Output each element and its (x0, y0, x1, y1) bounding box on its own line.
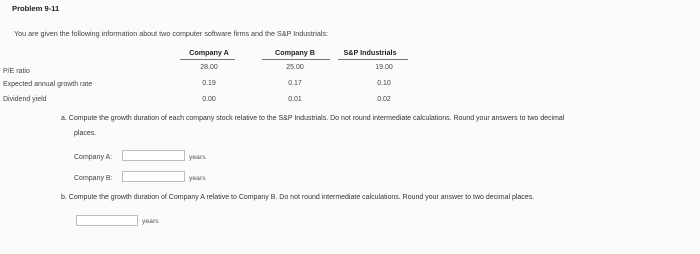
header-underline-b (262, 59, 330, 60)
cell-pe-sp: 19.00 (375, 64, 393, 71)
cell-growth-sp: 0.10 (377, 80, 391, 87)
company-a-label: Company A: (74, 154, 113, 161)
header-sp-industrials: S&P Industrials (343, 48, 397, 57)
header-company-a: Company A (189, 48, 229, 57)
company-b-answer-input[interactable] (122, 171, 185, 182)
cell-dividend-company-b: 0.01 (288, 96, 302, 103)
row-label-pe-ratio: P/E ratio (3, 68, 30, 75)
company-a-answer-input[interactable] (122, 150, 185, 161)
header-underline-sp (338, 59, 408, 60)
company-b-units: years (189, 175, 206, 182)
cell-pe-company-a: 28.00 (200, 64, 218, 71)
part-a-question: a. Compute the growth duration of each company stock relative to the S&P Industrials. Do not round intermediate calculations. Round your answers to two decimal (61, 115, 565, 122)
header-company-b: Company B (275, 48, 315, 57)
problem-intro: You are given the following information about two computer software firms and the S&P Industrials: (14, 29, 329, 38)
cell-pe-company-b: 25.00 (286, 64, 304, 71)
company-b-label: Company B: (74, 175, 113, 182)
problem-title: Problem 9-11 (12, 4, 60, 13)
cell-dividend-sp: 0.02 (377, 96, 391, 103)
header-underline-a (180, 59, 235, 60)
row-label-dividend-yield: Dividend yield (3, 96, 47, 103)
part-b-question: b. Compute the growth duration of Company A relative to Company B. Do not round intermediate calculations. Round your answer to two decimal places. (61, 194, 535, 201)
cell-dividend-company-a: 0.00 (202, 96, 216, 103)
row-label-growth-rate: Expected annual growth rate (3, 81, 93, 88)
cell-growth-company-a: 0.19 (202, 80, 216, 87)
part-b-answer-input[interactable] (76, 215, 138, 226)
part-b-units: years (142, 218, 159, 225)
cell-growth-company-b: 0.17 (288, 80, 302, 87)
part-a-question-cont: places. (74, 130, 97, 137)
company-a-units: years (189, 154, 206, 161)
